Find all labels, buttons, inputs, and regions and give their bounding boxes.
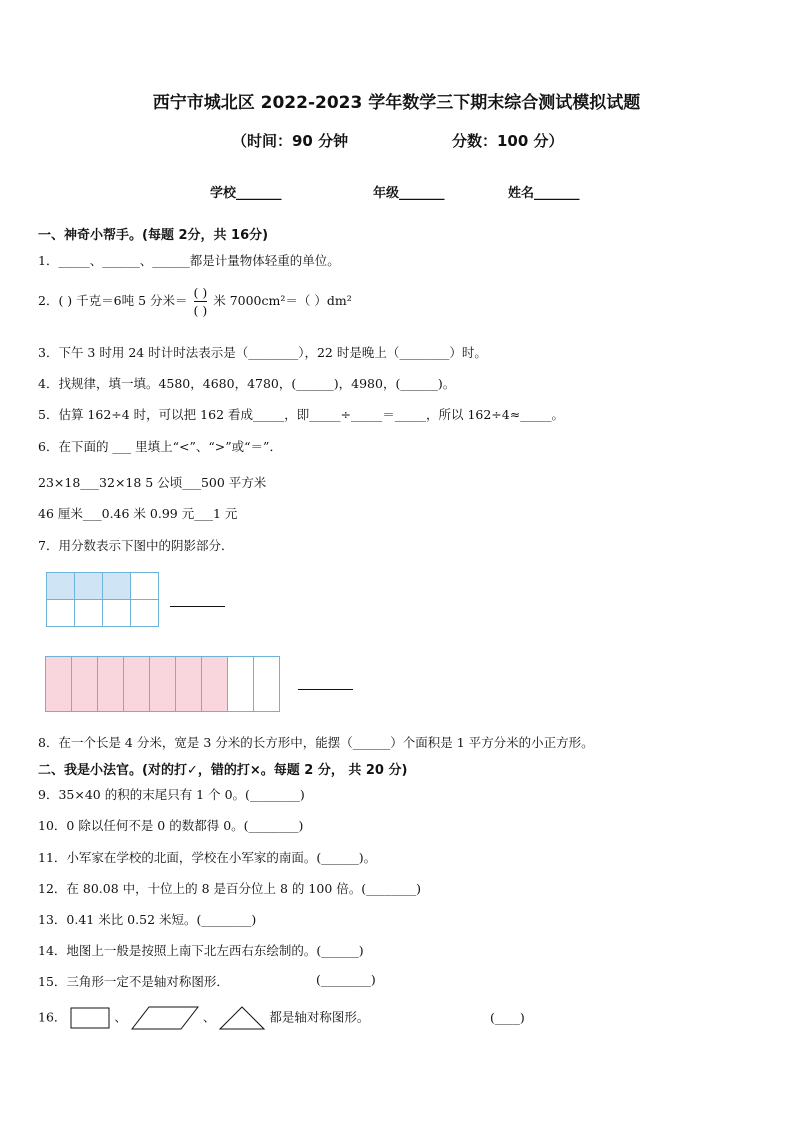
grid-cell — [103, 573, 131, 600]
grade-field: 年级_______ — [373, 186, 445, 201]
question-8: 8．在一个长是 4 分米，宽是 3 分米的长方形中，能摆（______）个面积是 1 平方分米的小正方形。 — [38, 735, 594, 750]
grid-cell — [176, 657, 202, 712]
question-2 — [38, 284, 352, 319]
question-4: 4．找规律，填一填。4580，4680，4780，(______)，4980，(______)。 — [38, 376, 456, 391]
question-6: 6．在下面的 ___ 里填上“<”、“>”或“＝”． — [38, 439, 282, 454]
question-6-line-2: 46 厘米___0.46 米 0.99 元___1 元 — [38, 506, 238, 521]
question-12: 12．在 80.08 中，十位上的 8 是百分位上 8 的 100 倍。(________) — [38, 881, 421, 896]
fraction-blank — [194, 284, 208, 319]
question-6-line-1: 23×18___32×18 5 公顷___500 平方米 — [38, 475, 267, 490]
grid-cell — [254, 657, 280, 712]
separator-2: 、 — [202, 1009, 216, 1025]
triangle-shape — [219, 1006, 265, 1030]
question-10: 10．0 除以任何不是 0 的数都得 0。(________) — [38, 818, 304, 833]
exam-time: （时间：90 分钟 — [232, 132, 349, 150]
parallelogram-shape — [131, 1006, 199, 1030]
name-field: 姓名_______ — [508, 186, 580, 201]
rectangle-shape — [70, 1007, 110, 1029]
question-13: 13．0.41 米比 0.52 米短。(________) — [38, 912, 257, 927]
question-11: 11．小军家在学校的北面，学校在小军家的南面。(______)。 — [38, 850, 377, 865]
grid-cell — [124, 657, 150, 712]
question-16 — [38, 1006, 369, 1030]
answer-line-1 — [170, 606, 225, 607]
question-2-part-a: 2．( ) 千克＝6吨 5 分米＝ — [38, 293, 188, 308]
question-15-answer: (________) — [316, 972, 376, 987]
grid-cell — [75, 573, 103, 600]
fraction-grid-2 — [45, 656, 280, 712]
question-16-answer: (____) — [490, 1010, 525, 1025]
exam-score: 分数：100 分） — [452, 132, 564, 150]
question-5: 5．估算 162÷4 时，可以把 162 看成_____，即_____÷_____＝_____，所以 162÷4≈_____。 — [38, 407, 564, 422]
question-16-number: 16． — [38, 1009, 67, 1025]
question-15: 15．三角形一定不是轴对称图形． — [38, 974, 229, 989]
grid-cell — [47, 600, 75, 627]
fraction-denominator: ( ) — [193, 303, 208, 318]
section1-heading: 一、神奇小帮手。(每题 2分，共 16分) — [38, 228, 269, 243]
grid-cell — [202, 657, 228, 712]
section2-heading: 二、我是小法官。(对的打✓，错的打×。每题 2 分， 共 20 分) — [38, 763, 408, 778]
question-2-part-b: 米 7000cm²＝（ ）dm² — [213, 293, 352, 308]
grid-cell — [46, 657, 72, 712]
grid-cell — [228, 657, 254, 712]
answer-line-2 — [298, 689, 353, 690]
page-title: 西宁市城北区 2022-2023 学年数学三下期末综合测试模拟试题 — [152, 93, 641, 113]
grid-cell — [98, 657, 124, 712]
question-14: 14．地图上一般是按照上南下北左西右东绘制的。(______) — [38, 943, 364, 958]
school-field: 学校_______ — [210, 186, 282, 201]
grid-cell — [47, 573, 75, 600]
fraction-numerator: ( ) — [193, 285, 208, 300]
question-16-text: 都是轴对称图形。 — [269, 1009, 370, 1025]
grid-cell — [72, 657, 98, 712]
grid-cell — [131, 573, 159, 600]
fraction-grid-1 — [46, 572, 159, 627]
grid-cell — [150, 657, 176, 712]
question-9: 9．35×40 的积的末尾只有 1 个 0。(________) — [38, 787, 305, 802]
grid-cell — [103, 600, 131, 627]
grid-cell — [131, 600, 159, 627]
grid-cell — [75, 600, 103, 627]
question-3: 3．下午 3 时用 24 时计时法表示是（________），22 时是晚上（________）时。 — [38, 345, 487, 360]
separator-1: 、 — [114, 1009, 127, 1025]
question-1: 1．_____、______、______都是计量物体轻重的单位。 — [38, 253, 340, 268]
question-7: 7．用分数表示下图中的阴影部分． — [38, 538, 234, 553]
